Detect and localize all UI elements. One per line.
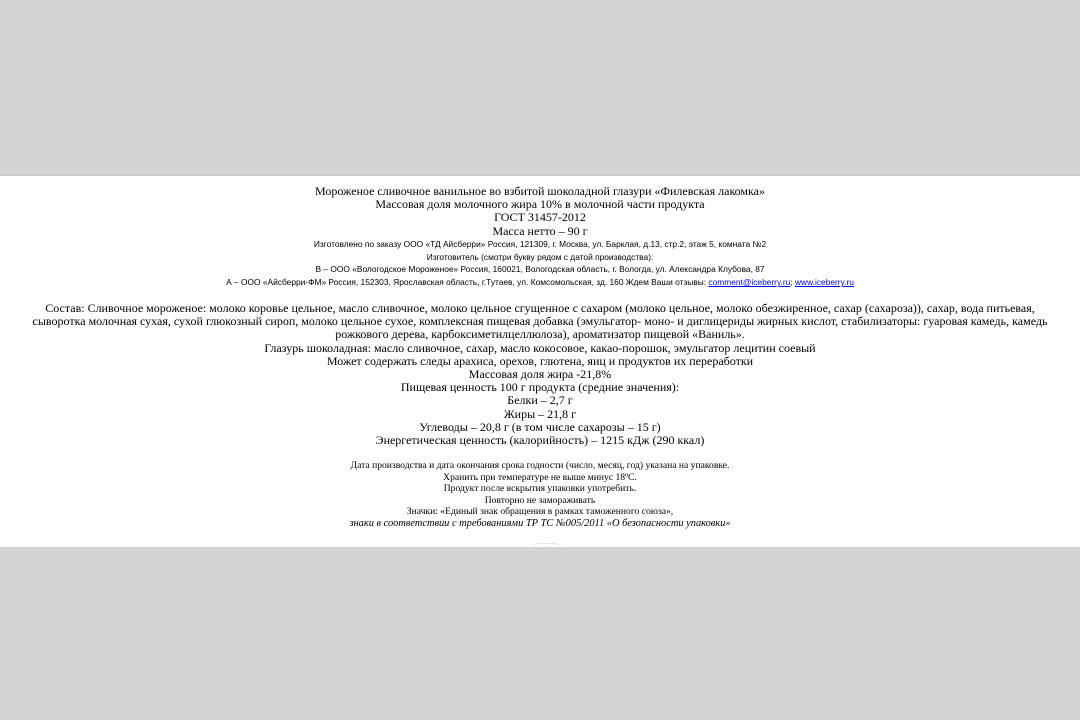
composition-paragraph: Состав: Сливочное мороженое: молоко коровье цельное, масло сливочное, молоко цельное сгущенное с сахаром (молоко цельное, молоко обезжиренное, сахар (сахароза)), сахар, вода питьевая, сыворотка молочная сухая, сухой глюкозный сироп, молоко цельное сухое, комплексная пищевая добавка (эмульгатор- моно- и диглицериды жирных кислот, стабилизаторы: гуаровая камедь, камедь рожкового дерева, карбоксиметилцеллюлоза), ароматизатор пищевой «Ваниль». — [32, 301, 1048, 342]
carbs-line: Углеводы – 20,8 г (в том числе сахарозы – 15 г) — [419, 419, 661, 434]
dates-line: Дата производства и дата окончания срока годности (число, месяц, год) указана на упаковке. — [350, 460, 730, 472]
marks-note-line: знаки в соответствии с требованиями ТР ТС №005/2011 «О безопасности упаковки» — [349, 517, 731, 529]
marks-line: Значки: «Единый знак обращения в рамках таможенного союза», — [406, 506, 674, 518]
fat-share-line: Массовая доля молочного жира 10% в молочной части продукта — [375, 197, 705, 212]
glaze-line: Глазурь шоколадная: масло сливочное, сахар, масло кокосовое, какао-порошок, эмульгатор лецитин соевый — [264, 340, 816, 355]
product-title: Мороженое сливочное ванильное во взбитой шоколадной глазури «Филевская лакомка» — [314, 184, 766, 198]
manufacturer-b-line: В – ООО «Вологодское Мороженое» Россия, 160021, Вологодская область, г. Вологда, ул. Александра Клубова, 87 — [315, 264, 765, 275]
net-mass-line: Масса нетто – 90 г — [492, 223, 588, 238]
manufacturer-a-text: А – ООО «Айсберри-ФМ» Россия, 152303, Ярославская область, г.Тутаев, ул. Комсомольская, зд. 160 Ждем Ваши отзывы: — [226, 277, 709, 288]
fats-line: Жиры – 21,8 г — [503, 406, 577, 421]
ordered-by-line: Изготовлено по заказу ООО «ТД Айсберри» Россия, 121309, г. Москва, ул. Барклая, д.13, стр.2, этаж 5, комната №2 — [313, 238, 767, 249]
after-opening-line: Продукт после вскрытия упаковки употребить. — [443, 483, 637, 495]
link-separator: ; — [790, 277, 795, 288]
standard-line: ГОСТ 31457-2012 — [494, 210, 586, 225]
protein-line: Белки – 2,7 г — [507, 393, 573, 408]
spacer — [0, 447, 1080, 460]
email-link[interactable]: comment@iceberry.ru — [708, 277, 791, 288]
label-text-block — [0, 185, 1080, 530]
no-refreeze-line: Повторно не замораживать — [484, 494, 596, 506]
website-link[interactable]: www.iceberry.ru — [794, 277, 854, 288]
allergens-line: Может содержать следы арахиса, орехов, глютена, яиц и продуктов их переработки — [326, 353, 754, 368]
document-page — [0, 175, 1080, 547]
fat-mass-line: Массовая доля жира -21,8% — [468, 367, 612, 382]
page-edge-indicator — [531, 543, 563, 552]
manufacturer-note: Изготовитель (смотри букву рядом с датой производства): — [426, 251, 654, 262]
storage-line: Хранить при температуре не выше минус 18ºС. — [443, 471, 637, 483]
manufacturer-a-line — [0, 276, 1080, 289]
energy-line: Энергетическая ценность (калорийность) – 1215 кДж (290 ккал) — [375, 433, 705, 448]
nutrition-header: Пищевая ценность 100 г продукта (средние значения): — [400, 380, 680, 395]
